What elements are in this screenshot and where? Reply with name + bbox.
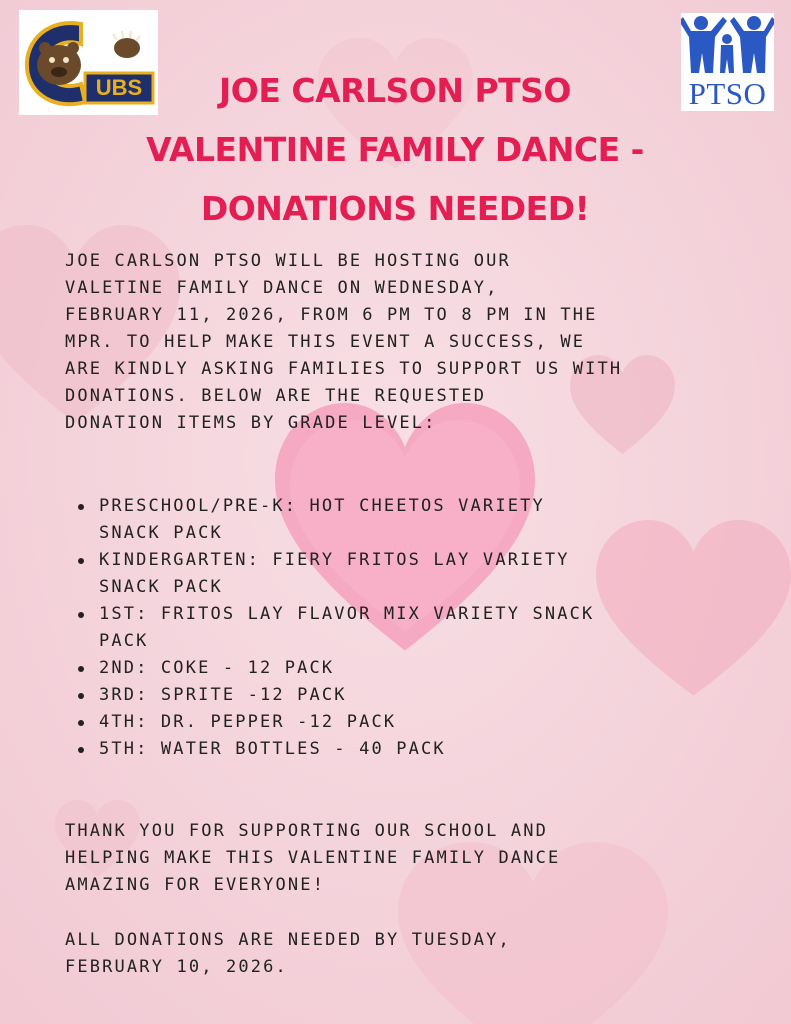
title-line: DONATIONS NEEDED! bbox=[200, 189, 590, 228]
intro-line: VALETINE FAMILY DANCE ON WEDNESDAY, bbox=[65, 278, 499, 298]
list-item-text: PACK bbox=[99, 631, 149, 651]
deadline-line: FEBRUARY 10, 2026. bbox=[65, 957, 288, 977]
list-item-text: 5TH: WATER BOTTLES - 40 PACK bbox=[99, 739, 446, 759]
list-item bbox=[78, 736, 594, 763]
title-line: JOE CARLSON PTSO bbox=[218, 71, 571, 110]
intro-line: JOE CARLSON PTSO WILL BE HOSTING OUR bbox=[65, 251, 511, 271]
ptso-logo-text: PTSO bbox=[688, 76, 767, 111]
deadline-line: ALL DONATIONS ARE NEEDED BY TUESDAY, bbox=[65, 930, 511, 950]
title-line: VALENTINE FAMILY DANCE - bbox=[146, 130, 644, 169]
list-item bbox=[78, 547, 594, 601]
thanks-line: AMAZING FOR EVERYONE! bbox=[65, 875, 326, 895]
list-item bbox=[78, 709, 594, 736]
intro-line: DONATIONS. BELOW ARE THE REQUESTED bbox=[65, 386, 487, 406]
list-item bbox=[78, 493, 594, 547]
donation-list bbox=[78, 493, 594, 763]
list-item-text: 2ND: COKE - 12 PACK bbox=[99, 658, 335, 678]
thanks-line: HELPING MAKE THIS VALENTINE FAMILY DANCE bbox=[65, 848, 561, 868]
list-item-text: 4TH: DR. PEPPER -12 PACK bbox=[99, 712, 397, 732]
thanks-paragraph bbox=[65, 818, 560, 899]
list-item-text: KINDERGARTEN: FIERY FRITOS LAY VARIETY bbox=[99, 550, 570, 570]
intro-line: ARE KINDLY ASKING FAMILIES TO SUPPORT US WITH bbox=[65, 359, 623, 379]
list-item-text: SNACK PACK bbox=[99, 577, 223, 597]
list-item-text: PRESCHOOL/PRE-K: HOT CHEETOS VARIETY bbox=[99, 496, 545, 516]
page-title bbox=[90, 61, 700, 238]
intro-paragraph bbox=[65, 248, 622, 437]
list-item-text: SNACK PACK bbox=[99, 523, 223, 543]
intro-line: DONATION ITEMS BY GRADE LEVEL: bbox=[65, 413, 437, 433]
thanks-line: THANK YOU FOR SUPPORTING OUR SCHOOL AND bbox=[65, 821, 549, 841]
list-item-text: 3RD: SPRITE -12 PACK bbox=[99, 685, 347, 705]
cubs-logo-text: UBS bbox=[95, 75, 143, 100]
intro-line: FEBRUARY 11, 2026, FROM 6 PM TO 8 PM IN THE bbox=[65, 305, 598, 325]
deadline-paragraph bbox=[65, 927, 511, 981]
list-item bbox=[78, 655, 594, 682]
list-item bbox=[78, 601, 594, 655]
intro-line: MPR. TO HELP MAKE THIS EVENT A SUCCESS, WE bbox=[65, 332, 586, 352]
list-item-text: 1ST: FRITOS LAY FLAVOR MIX VARIETY SNACK bbox=[99, 604, 595, 624]
list-item bbox=[78, 682, 594, 709]
